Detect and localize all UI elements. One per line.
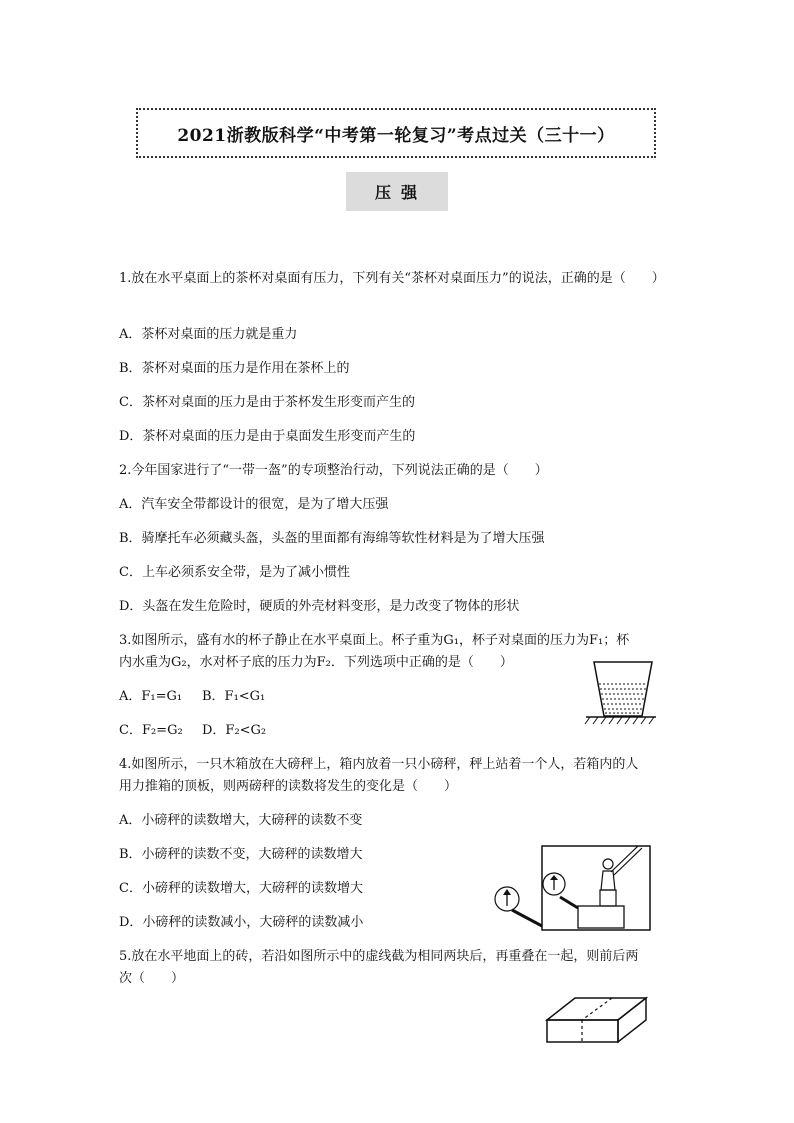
question-2-option-b: B．骑摩托车必须藏头盔，头盔的里面都有海绵等软性材料是为了增大压强 <box>119 531 545 546</box>
question-3-option-a: A．F₁=G₁ <box>119 689 183 704</box>
question-3-stem-line2: 内水重为G₂，水对杯子底的压力为F₂．下列选项中正确的是（ ） <box>119 655 513 670</box>
question-5-stem-line1: 5.放在水平地面上的砖，若沿如图所示中的虚线截为相同两块后，再重叠在一起，则前后两 <box>119 949 639 964</box>
question-4-option-b: B．小磅秤的读数不变，大磅秤的读数增大 <box>119 847 363 862</box>
question-4-option-a: A．小磅秤的读数增大，大磅秤的读数不变 <box>119 813 363 828</box>
worksheet-title: 2021浙教版科学“中考第一轮复习”考点过关（三十一） <box>136 108 656 158</box>
box-on-scale-figure <box>490 842 655 934</box>
question-2-option-c: C．上车必须系安全带，是为了减小惯性 <box>119 565 350 580</box>
question-1-option-b: B．茶杯对桌面的压力是作用在茶杯上的 <box>119 361 350 376</box>
question-5-stem-line2: 次（ ） <box>119 971 185 986</box>
question-1-stem: 1.放在水平桌面上的茶杯对桌面有压力，下列有关“茶杯对桌面压力”的说法，正确的是（ ） <box>119 271 665 286</box>
question-1-option-a: A．茶杯对桌面的压力就是重力 <box>119 327 298 342</box>
brick-figure <box>544 994 650 1048</box>
question-2-option-a: A．汽车安全带都设计的很宽，是为了增大压强 <box>119 497 389 512</box>
question-1-option-c: C．茶杯对桌面的压力是由于茶杯发生形变而产生的 <box>119 395 415 410</box>
question-3-stem-line1: 3.如图所示，盛有水的杯子静止在水平桌面上。杯子重为G₁，杯子对桌面的压力为F₁；杯 <box>119 633 630 648</box>
question-2-option-d: D．头盔在发生危险时，硬质的外壳材料变形，是力改变了物体的形状 <box>119 599 520 614</box>
question-2-stem: 2.今年国家进行了“一带一盔”的专项整治行动，下列说法正确的是（ ） <box>119 463 548 478</box>
question-3-option-d: D．F₂<G₂ <box>202 723 267 738</box>
worksheet-subtitle: 压强 <box>346 172 448 211</box>
question-4-option-c: C．小磅秤的读数增大，大磅秤的读数增大 <box>119 881 363 896</box>
cup-on-table-figure <box>584 658 658 728</box>
question-3-option-c: C．F₂=G₂ <box>119 723 183 738</box>
question-4-stem-line1: 4.如图所示，一只木箱放在大磅秤上，箱内放着一只小磅秤，秤上站着一个人，若箱内的人 <box>119 757 639 772</box>
question-1-option-d: D．茶杯对桌面的压力是由于桌面发生形变而产生的 <box>119 429 416 444</box>
question-4-stem-line2: 用力推箱的顶板，则两磅秤的读数将发生的变化是（ ） <box>119 779 458 794</box>
question-4-option-d: D．小磅秤的读数减小，大磅秤的读数减小 <box>119 915 364 930</box>
question-3-option-b: B．F₁<G₁ <box>202 689 266 704</box>
